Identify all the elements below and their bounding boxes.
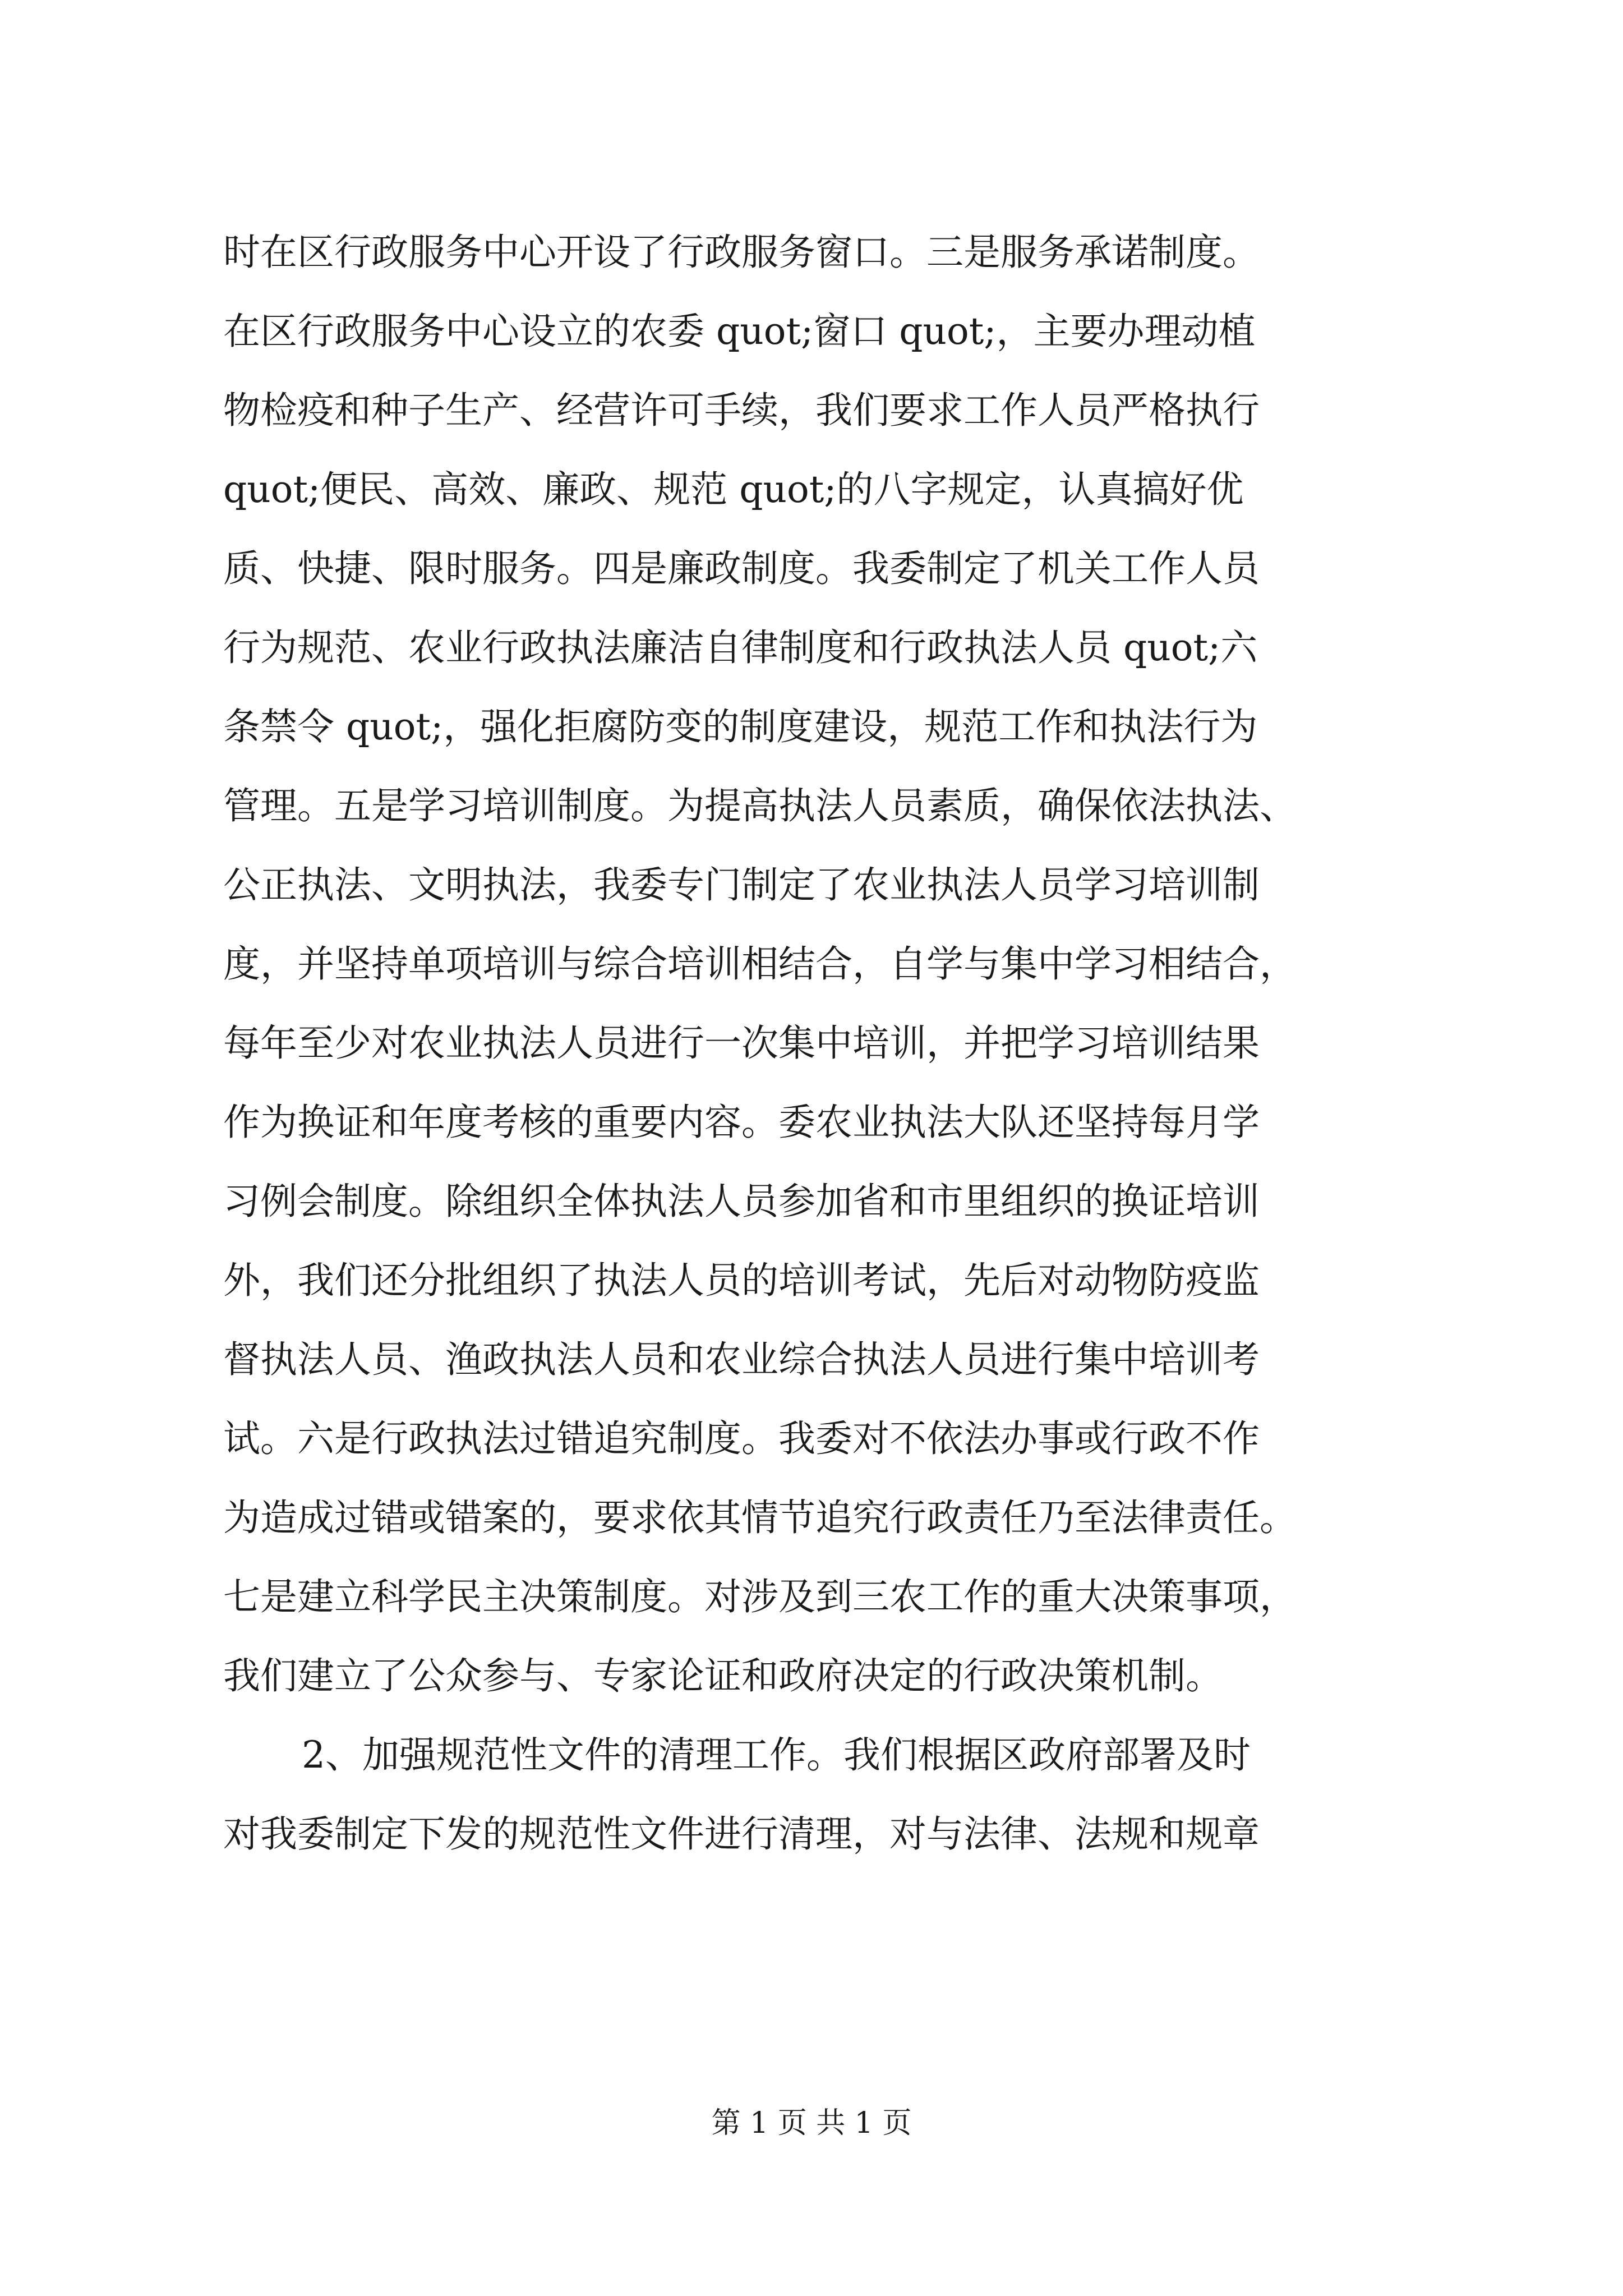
text-line-3: 物检疫和种子生产、经营许可手续，我们要求工作人员严格执行 <box>223 389 1260 432</box>
text-line-14: 外，我们还分批组织了执法人员的培训考试，先后对动物防疫监 <box>223 1259 1260 1302</box>
text-line-16: 试。六是行政执法过错追究制度。我委对不依法办事或行政不作 <box>223 1417 1260 1460</box>
text-line-21: 对我委制定下发的规范性文件进行清理，对与法律、法规和规章 <box>223 1812 1260 1856</box>
text-line-4: quot;便民、高效、廉政、规范 quot;的八字规定，认真搞好优 <box>223 468 1244 511</box>
text-line-8: 管理。五是学习培训制度。为提高执法人员素质，确保依法执法、 <box>223 784 1297 827</box>
text-line-6: 行为规范、农业行政执法廉洁自律制度和行政执法人员 quot;六 <box>223 626 1258 669</box>
text-line-7: 条禁令 quot;，强化拒腐防变的制度建设，规范工作和执法行为 <box>223 705 1258 748</box>
text-line-5: 质、快捷、限时服务。四是廉政制度。我委制定了机关工作人员 <box>223 547 1260 590</box>
text-line-9: 公正执法、文明执法，我委专门制定了农业执法人员学习培训制 <box>223 863 1260 907</box>
text-line-12: 作为换证和年度考核的重要内容。委农业执法大队还坚持每月学 <box>223 1101 1260 1144</box>
text-line-13: 习例会制度。除组织全体执法人员参加省和市里组织的换证培训 <box>223 1180 1260 1223</box>
text-line-11: 每年至少对农业执法人员进行一次集中培训，并把学习培训结果 <box>223 1022 1260 1065</box>
text-line-10: 度，并坚持单项培训与综合培训相结合，自学与集中学习相结合， <box>223 942 1297 986</box>
page-footer: 第 1 页 共 1 页 <box>711 2106 912 2140</box>
text-line-18: 七是建立科学民主决策制度。对涉及到三农工作的重大决策事项， <box>223 1575 1297 1618</box>
text-line-15: 督执法人员、渔政执法人员和农业综合执法人员进行集中培训考 <box>223 1338 1260 1381</box>
text-line-17: 为造成过错或错案的，要求依其情节追究行政责任乃至法律责任。 <box>223 1496 1297 1539</box>
text-line-1: 时在区行政服务中心开设了行政服务窗口。三是服务承诺制度。 <box>223 231 1260 274</box>
text-line-2: 在区行政服务中心设立的农委 quot;窗口 quot;，主要办理动植 <box>223 310 1256 353</box>
text-line-20: 2、加强规范性文件的清理工作。我们根据区政府部署及时 <box>302 1733 1251 1777</box>
text-line-19: 我们建立了公众参与、专家论证和政府决定的行政决策机制。 <box>223 1654 1223 1697</box>
